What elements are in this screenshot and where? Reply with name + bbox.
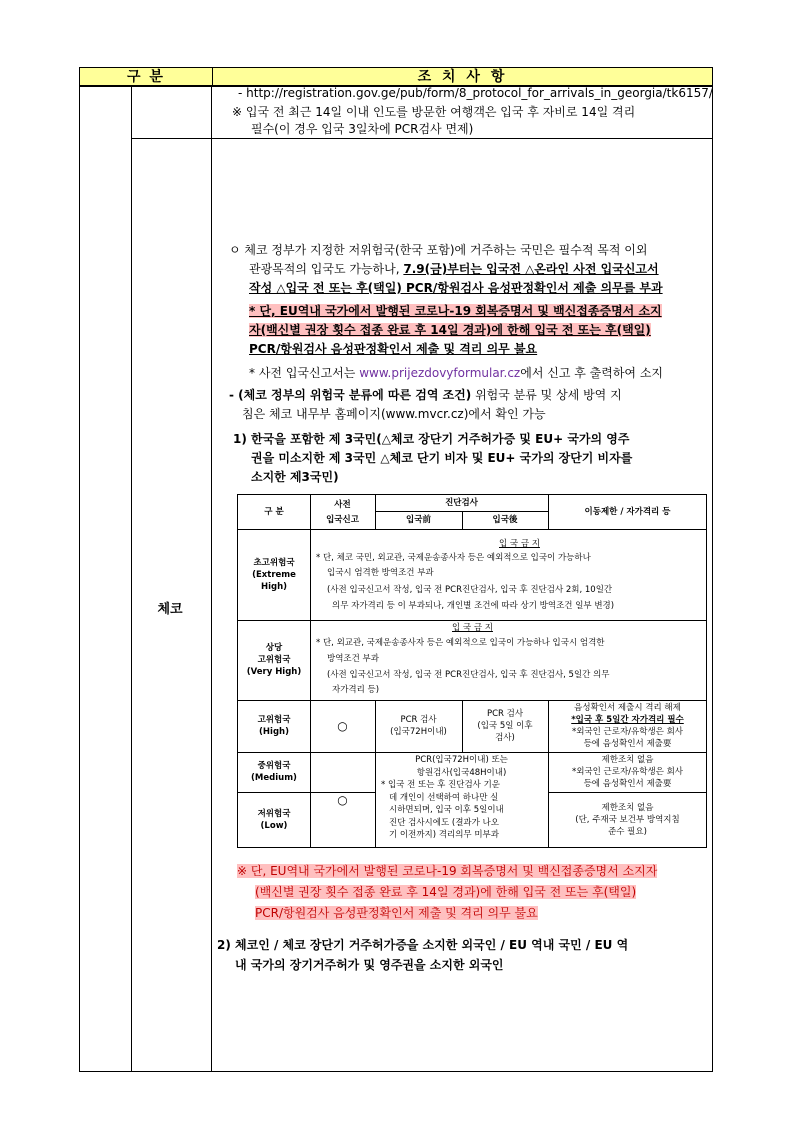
risk-line1 [229, 386, 622, 405]
r3-res-3: *외국인 근로자/유학생은 회사 [571, 727, 684, 737]
section2-line1: 2) 체코인 / 체코 장단기 거주허가증을 소지한 외국인 / EU 역내 국민 / EU 역 [217, 938, 629, 952]
th-test-text: 진단검사 [445, 498, 478, 508]
r4-name-1: 중위험국 [257, 761, 291, 771]
section2-line2: 내 국가의 장기거주허가 및 영주권을 소지한 외국인 [235, 958, 504, 972]
czech-p1-line3: 작성 △입국 전 또는 후(택일) PCR/항원검사 음성판정확인서 제출 의무를 부과 [249, 281, 663, 295]
r5-restrict [548, 792, 707, 848]
r5-res-1: 제한조치 없음 [601, 803, 654, 813]
mid-t6: 진단 검사시에도 (결과가 나오 [389, 817, 499, 828]
bottom-note-line2 [255, 883, 636, 902]
bottom-note-line3-text: PCR/항원검사 음성판정확인서 제출 및 격리 의무 불요 [255, 906, 538, 920]
mid-t3: * 입국 전 또는 후 진단검사 기운 [381, 780, 500, 790]
bottom-note-line1-text: ※ 단, EU역내 국가에서 발행된 코로나-19 회복증명서 및 백신접종증명서 소지자 [237, 864, 658, 878]
r4-res-2: *외국인 근로자/유학생은 회사 [571, 767, 684, 777]
r4-name [238, 752, 310, 792]
country-label: 체코 [157, 602, 183, 617]
mid-t4: 데 개인이 선택하여 하나만 실 [389, 792, 499, 803]
th-before [375, 511, 462, 529]
form-note-pre: * 사전 입국신고서는 [249, 366, 360, 380]
czech-p1-line2-b: 7.9(금)부터는 입국전 △온라인 사전 입국신고서 [403, 262, 659, 276]
form-link[interactable]: www.prijezdovyformular.cz [359, 366, 521, 380]
r2-name-2: 고위험국 [257, 655, 291, 665]
r1-l1: * 단, 체코 국민, 외교관, 국제운송종사자 등은 예외적으로 입국이 가능하나 [316, 553, 591, 563]
r2-l1: * 단, 외교관, 국제운송종사자 등은 예외적으로 입국이 가능하나 입국시 엄격한 [316, 638, 605, 648]
r1-name [238, 529, 310, 620]
r1-name-2: (Extreme [252, 569, 296, 580]
exception-line1 [249, 302, 662, 321]
r2-name-3: (Very High) [246, 667, 302, 677]
section1-line1: 1) 한국을 포함한 제 3국민(△체코 장단기 거주허가증 및 EU+ 국가의 영주 [233, 432, 630, 446]
r5-res-3: 준수 필요) [608, 827, 647, 837]
r2-name-1: 상당 [265, 643, 283, 653]
r3-res-2: *입국 후 5일간 자가격리 필수 [571, 715, 684, 725]
r1-name-1: 초고위험국 [253, 557, 295, 568]
risk-line1-bold: - (체코 정부의 위험국 분류에 따른 검역 조건) [229, 388, 472, 402]
exception-line3: PCR/항원검사 음성판정확인서 제출 및 격리 의무 불요 [249, 342, 538, 356]
r3-pre [310, 700, 375, 752]
india-note-2: 필수(이 경우 입국 3일차에 PCR검사 면제) [251, 122, 474, 136]
czech-p1-line2-a: 관광목적의 입국도 가능하나, [249, 262, 404, 276]
r1-name-3: High) [260, 581, 288, 592]
header-measures: 조 치 사 항 [417, 69, 508, 85]
exception-line2-text: 자(백신별 권장 횟수 접종 완료 후 14일 경과)에 한해 입국 전 또는 후(택일) [249, 323, 651, 337]
r5-res-2: (단, 주재국 보건부 방역지침 [575, 815, 680, 825]
th-gubun-text: 구 분 [264, 507, 284, 517]
r2-l2: 방역조건 부과 [327, 654, 379, 664]
r4-restrict [548, 752, 707, 792]
r1-ban: 입 국 금 지 [499, 539, 540, 549]
r5-name [238, 792, 310, 848]
th-gubun [238, 495, 310, 529]
mid-t2: 항원검사(입국48H이내) [416, 767, 507, 778]
r2-l3: (사전 입국신고서 작성, 입국 전 PCR진단검사, 입국 후 진단검사, 5일간 의무 [327, 670, 610, 680]
r3-name [238, 700, 310, 752]
form-note-post: 에서 신고 후 출력하여 소지 [520, 366, 664, 380]
mid-t7: 기 이전까지) 격리의무 미부과 [389, 830, 499, 840]
th-restrict-text: 이동제한 / 자가격리 등 [584, 507, 671, 517]
mid-t1: PCR(입국72H이내) 또는 [415, 755, 508, 765]
bottom-note-line2-text: (백신별 권장 횟수 접종 완료 후 14일 경과)에 한해 입국 전 또는 후(택일) [255, 885, 637, 899]
r3-after [462, 700, 548, 752]
r3-before [375, 700, 462, 752]
r3-before-1: PCR 검사 [400, 715, 437, 725]
mid-test [375, 754, 548, 848]
r1-l4: 의무 자가격리 등 이 부과되나, 개인별 조건에 따라 상기 방역조건 일부 변경) [332, 601, 615, 611]
th-pre-2: 입국신고 [326, 514, 359, 525]
section1-line2: 권을 미소지한 제 3국민 △체코 단기 비자 및 EU+ 국가의 장단기 비자를 [251, 451, 633, 465]
r3-after-3: 검사) [495, 733, 515, 743]
section1-line3: 소지한 제3국민) [251, 470, 339, 484]
exception-line2 [249, 321, 651, 340]
r3-res-1: 음성확인서 제출시 격리 해제 [574, 703, 681, 713]
r2-name [238, 620, 310, 700]
r3-after-1: PCR 검사 [486, 709, 524, 719]
r3-pre-mark: ○ [337, 719, 348, 733]
r3-name-2: (High) [259, 727, 289, 737]
th-pre [310, 495, 375, 529]
r5-name-2: (Low) [260, 821, 288, 831]
registration-url: - http://registration.gov.ge/pub/form/8_protocol_for_arrivals_in_georgia/tk6157/ [238, 86, 713, 100]
r4-res-1: 제한조치 없음 [601, 755, 654, 765]
risk-line2: 침은 체코 내무부 홈페이지(www.mvcr.cz)에서 확인 가능 [242, 407, 546, 421]
header-category: 구 분 [80, 68, 213, 85]
th-test [375, 495, 548, 511]
th-after [462, 511, 548, 529]
exception-line1-text: * 단, EU역내 국가에서 발행된 코로나-19 회복증명서 및 백신접종증명서 소지 [249, 304, 662, 318]
col-divider-1 [131, 87, 132, 1072]
czech-p1-line1: ㅇ 체코 정부가 지정한 저위험국(한국 포함)에 거주하는 국민은 필수적 목적 이외 [229, 243, 648, 257]
form-note [249, 364, 663, 383]
bottom-note-line3 [255, 904, 538, 923]
risk-line1-rest: 위험국 분류 및 상세 방역 지 [471, 388, 622, 402]
th-after-text: 입국後 [492, 515, 518, 525]
mid-pre-mark: ○ [337, 793, 348, 807]
r2-ban: 입 국 금 지 [452, 623, 493, 633]
mid-pre [310, 752, 375, 848]
r1-l3: (사전 입국신고서 작성, 입국 전 PCR진단검사, 입국 후 진단검사 2회, 10일간 [327, 585, 613, 595]
th-before-text: 입국前 [406, 515, 431, 525]
mid-t5: 시하면되며, 입국 이후 5일이내 [389, 805, 504, 815]
r3-before-2: (입국72H이내) [390, 727, 447, 737]
r3-name-1: 고위험국 [257, 715, 291, 725]
r2-l4: 자가격리 등) [332, 685, 380, 695]
bottom-note-line1 [237, 862, 657, 881]
col-divider-2 [211, 87, 212, 1072]
r3-res-4: 등에 음성확인서 제출要 [583, 739, 672, 749]
r4-name-2: (Medium) [251, 773, 297, 783]
risk-table [237, 494, 707, 848]
r5-name-1: 저위험국 [257, 809, 291, 819]
india-note-1: ※ 입국 전 최근 14일 이내 인도를 방문한 여행객은 입국 후 자비로 14일 격리 [232, 105, 636, 119]
r1-l2: 입국시 엄격한 방역조건 부과 [327, 568, 434, 578]
r3-restrict [548, 700, 707, 752]
th-pre-1: 사전 [334, 499, 351, 510]
th-restrict [548, 495, 707, 529]
r3-after-2: (입국 5일 이후 [477, 721, 533, 731]
czech-p1-line2 [249, 260, 659, 279]
r4-res-3: 등에 음성확인서 제출要 [583, 779, 672, 789]
